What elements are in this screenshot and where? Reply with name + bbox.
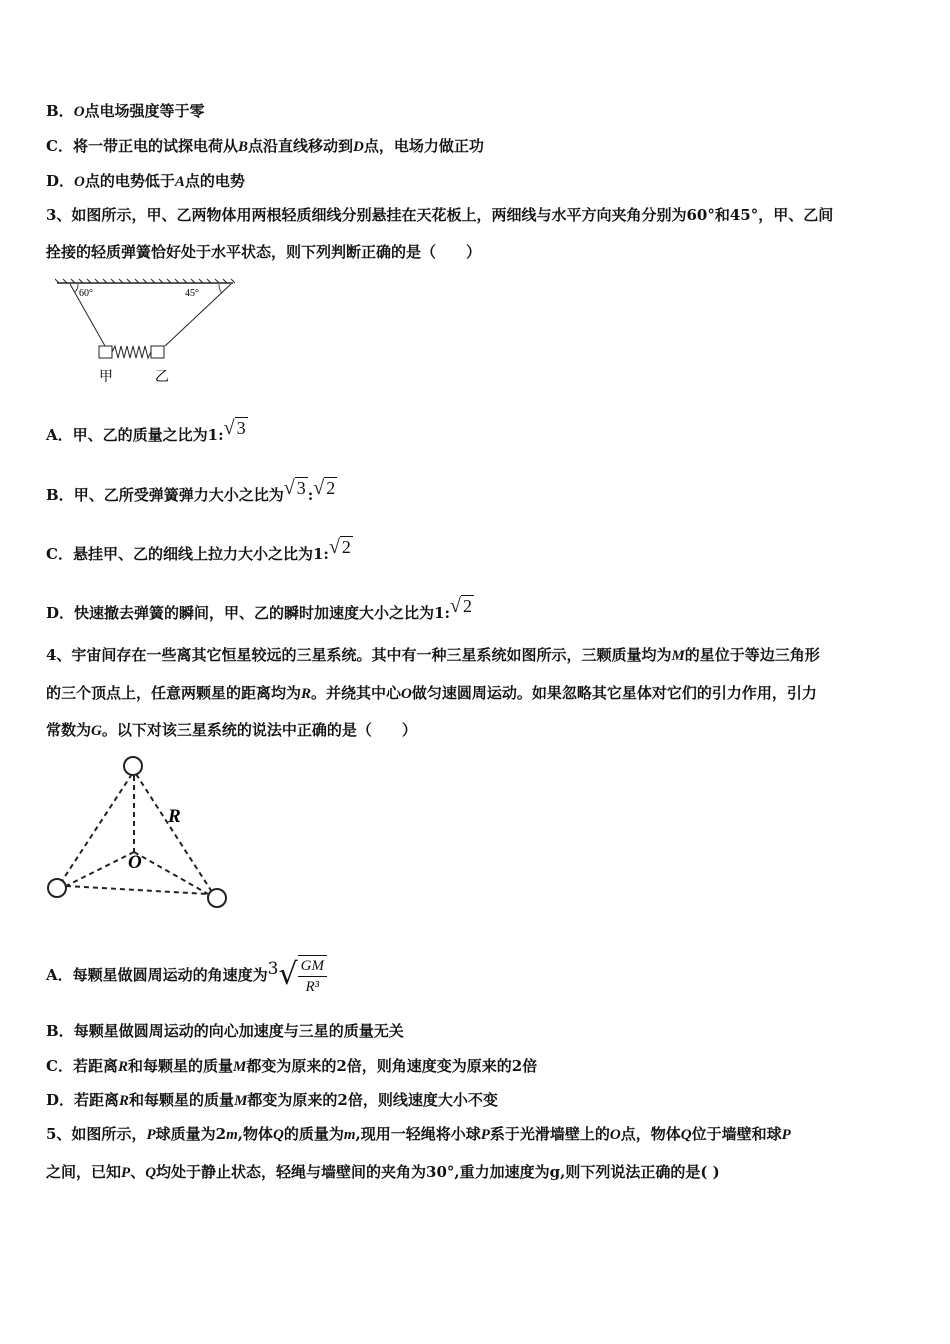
radical-sign: √ bbox=[278, 957, 298, 992]
sqrt: √ 2 bbox=[313, 477, 336, 499]
q4-stem-line1: 4、宇宙间存在一些离其它恒星较远的三星系统。其中有一种三星系统如图所示，三颗质量均为M的星位于等边三角形 bbox=[46, 646, 820, 664]
star-left bbox=[48, 879, 66, 897]
q3-figure bbox=[55, 278, 240, 388]
sqrt: √ 3 bbox=[283, 477, 306, 499]
q3-option-d: D．快速撤去弹簧的瞬间，甲、乙的瞬时加速度大小之比为1:√ 2 bbox=[46, 595, 472, 622]
q4-option-d: D．若距离R和每颗星的质量M都变为原来的2倍，则线速度大小不变 bbox=[46, 1091, 498, 1109]
sqrt: √ 2 bbox=[328, 536, 351, 558]
spring bbox=[112, 346, 151, 358]
label-jia: 甲 bbox=[99, 369, 113, 385]
q2-option-b: B．O点电场强度等于零 bbox=[46, 102, 205, 120]
star-top bbox=[124, 757, 142, 775]
edge-top-left bbox=[60, 774, 132, 884]
fraction: $\frac{GM}{\text{R³}}$ bbox=[298, 955, 327, 997]
q5-stem-line1: 5、如图所示，P球质量为2m,物体Q的质量为m,现用一轻绳将小球P系于光滑墙壁上的O点，物体Q位于墙壁和球P bbox=[46, 1125, 791, 1143]
q4-stem-line3: 常数为G。以下对该三星系统的说法中正确的是（ ） bbox=[46, 721, 417, 739]
q2-option-d: D．O点的电势低于A点的电势 bbox=[46, 172, 245, 190]
q4-option-a: A．每颗星做圆周运动的角速度为3√ $\frac{GM}{\text{R³}}$ bbox=[46, 955, 327, 995]
angle-label-60: 60° bbox=[79, 288, 93, 299]
sqrt: √ 2 bbox=[450, 595, 472, 617]
edge-bottom bbox=[66, 886, 208, 894]
q3-option-c: C．悬挂甲、乙的细线上拉力大小之比为1:√ 2 bbox=[46, 536, 351, 563]
q3-option-b: B．甲、乙所受弹簧弹力大小之比为√ 3 :√ 2 bbox=[46, 477, 336, 504]
q4-option-b: B．每颗星做圆周运动的向心加速度与三星的质量无关 bbox=[46, 1022, 404, 1040]
angle-label-45: 45° bbox=[185, 288, 199, 299]
q3-option-a: A．甲、乙的质量之比为1:√ 3 bbox=[46, 417, 246, 444]
label-R: R bbox=[168, 806, 181, 827]
q2-option-c: C．将一带正电的试探电荷从B点沿直线移动到D点，电场力做正功 bbox=[46, 137, 484, 155]
q4-stem-line2: 的三个顶点上，任意两颗星的距离均为R。并绕其中心O做匀速圆周运动。如果忽略其它星体对它们的引力作用，引力 bbox=[46, 684, 817, 702]
right-angle-arc bbox=[219, 284, 222, 293]
star-right bbox=[208, 889, 226, 907]
q4-figure bbox=[40, 752, 240, 912]
left-angle-arc bbox=[75, 284, 78, 292]
root-index: 3 bbox=[267, 959, 279, 979]
center-left bbox=[66, 852, 134, 886]
q5-stem-line2: 之间，已知P、Q均处于静止状态，轻绳与墙壁间的夹角为30°,重力加速度为g,则下列说法正确的是( ) bbox=[46, 1163, 720, 1181]
label-yi: 乙 bbox=[155, 369, 169, 385]
sqrt: √ 3 bbox=[223, 417, 246, 439]
block-yi bbox=[151, 346, 164, 358]
block-jia bbox=[99, 346, 112, 358]
q3-stem-line1: 3、如图所示，甲、乙两物体用两根轻质细线分别悬挂在天花板上，两细线与水平方向夹角分别为60°和45°，甲、乙间 bbox=[46, 206, 834, 224]
q3-stem-line2: 拴接的轻质弹簧恰好处于水平状态，则下列判断正确的是（ ） bbox=[46, 243, 482, 261]
q4-option-c: C．若距离R和每颗星的质量M都变为原来的2倍，则角速度变为原来的2倍 bbox=[46, 1057, 538, 1075]
label-O: O bbox=[128, 852, 142, 873]
center-right bbox=[134, 852, 208, 894]
